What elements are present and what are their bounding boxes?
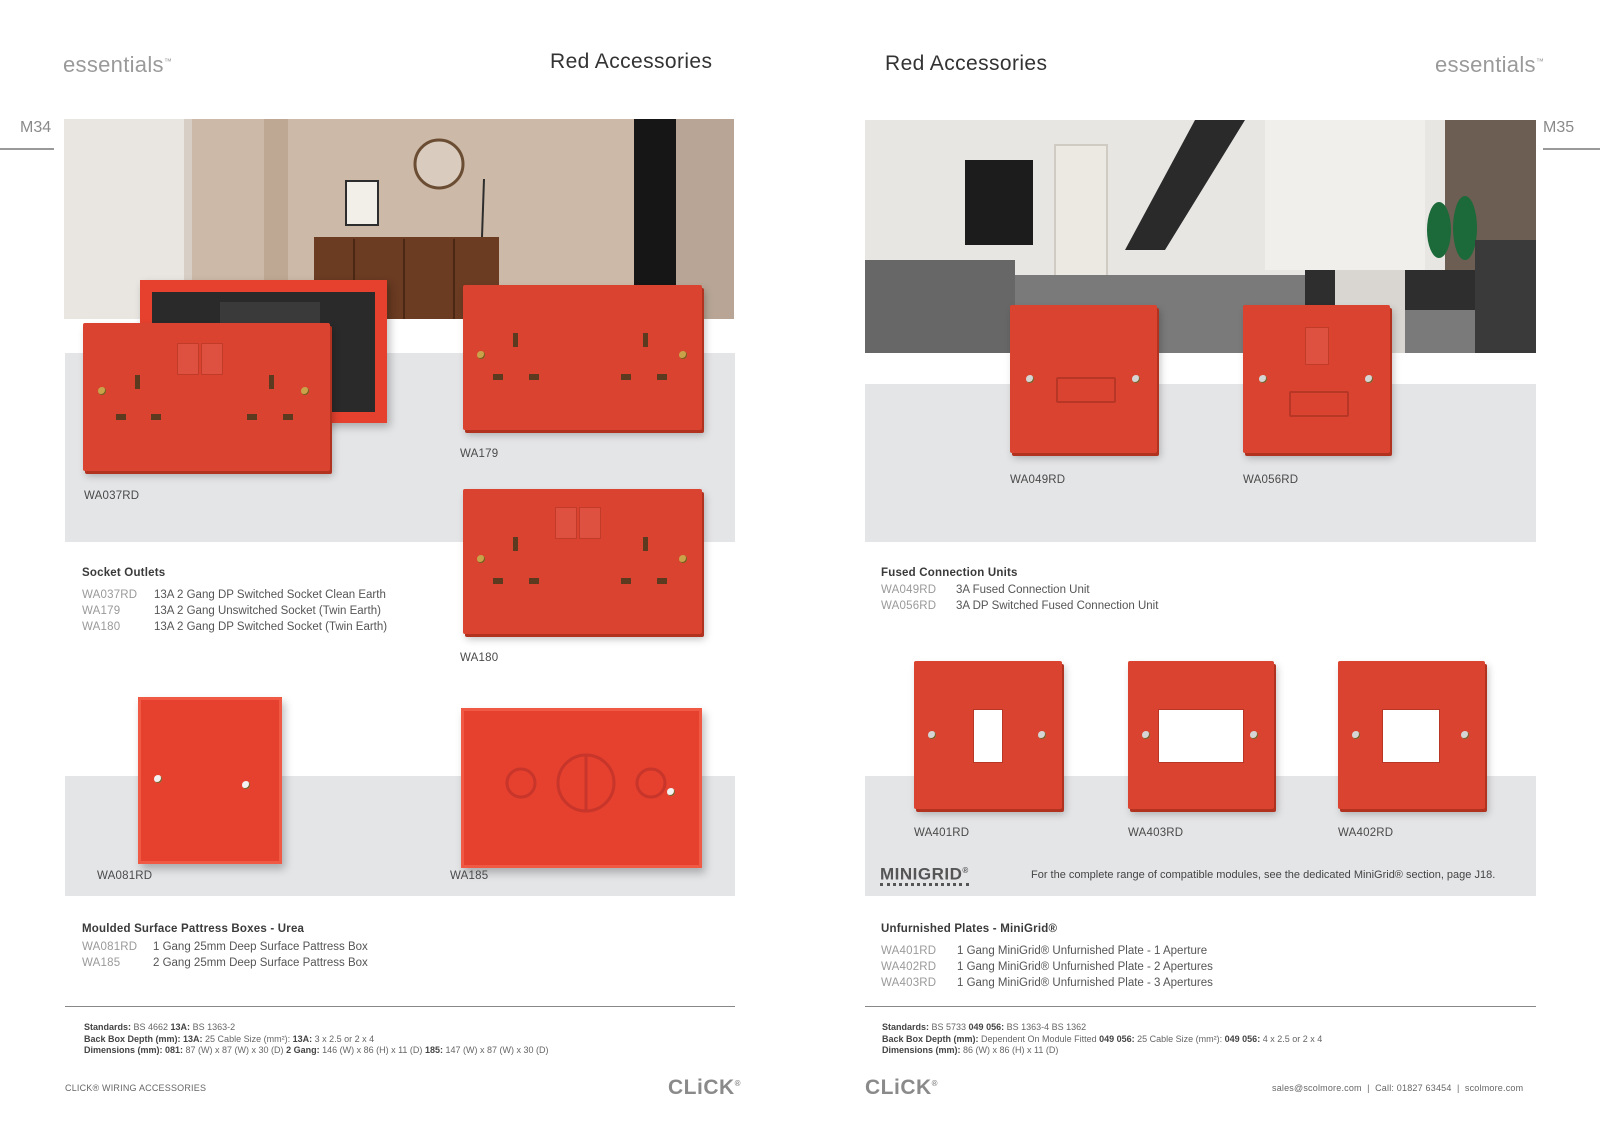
pattress-list [82, 939, 368, 971]
standards-block-left: Standards: BS 4662 13A: BS 1363-2 Back Box Depth (mm): 13A: 25 Cable Size (mm²): 13A: 3 x 2.5 or 2 x 4 Dimensions (mm): 081: 87 (W) x 87 (W) x 30 (D) 2 Gang: 146 (W) x 86 (H) x 11 (D) 185: 147 (W) x 87 (W) x 30 (D) [84, 1022, 549, 1055]
page-number-left: M34 [20, 119, 52, 136]
pattress-box-wa185-image [461, 708, 702, 868]
page-number-right: M35 [1543, 119, 1575, 136]
code-label-wa402rd: WA402RD [1338, 827, 1394, 839]
list-item: WA401RD 1 Gang MiniGrid® Unfurnished Plate - 1 Aperture [881, 945, 1208, 957]
unfurnished-heading: Unfurnished Plates - MiniGrid® [881, 923, 1058, 935]
code-label-wa401rd: WA401RD [914, 827, 970, 839]
code-label-wa049rd: WA049RD [1010, 474, 1066, 486]
unfurnished-list [881, 943, 1213, 991]
standards-divider-left [65, 1006, 735, 1007]
code-label-wa037rd: WA037RD [84, 490, 140, 502]
list-item: WA402RD 1 Gang MiniGrid® Unfurnished Plate - 2 Apertures [881, 961, 1213, 973]
minigrid-plate-wa401rd-image [914, 661, 1062, 809]
code-label-wa081rd: WA081RD [97, 870, 153, 882]
fused-heading: Fused Connection Units [881, 567, 1018, 579]
standards-block-right: Standards: BS 5733 049 056: BS 1363-4 BS 1362 Back Box Depth (mm): Dependent On Module Fitted 049 056: 25 Cable Size (mm²): 049 056: 4 x 2.5 or 2 x 4 Dimensions (mm): 86 (W) x 86 (H) x 11 (D) [882, 1022, 1323, 1055]
fused-unit-wa056rd-image [1243, 305, 1390, 453]
interior-photo [865, 120, 1536, 353]
pattress-heading: Moulded Surface Pattress Boxes - Urea [82, 923, 305, 935]
essentials-brand-left: essentials™ [63, 52, 173, 77]
page-number-rule-right [1543, 148, 1600, 150]
code-label-wa056rd: WA056RD [1243, 474, 1299, 486]
page-title-right: Red Accessories [885, 52, 1048, 75]
socket-wa037rd-image [83, 323, 330, 471]
click-logo-left: CLiCK® [668, 1076, 742, 1099]
code-label-wa179: WA179 [460, 448, 499, 460]
socket-wa180-image [463, 489, 702, 634]
page-number-rule-left [0, 148, 54, 150]
code-label-wa180: WA180 [460, 652, 499, 664]
minigrid-plate-wa403rd-image [1128, 661, 1274, 809]
socket-outlets-heading: Socket Outlets [82, 567, 166, 579]
minigrid-plate-wa402rd-image [1338, 661, 1485, 809]
standards-divider-right [865, 1006, 1536, 1007]
pattress-knockouts-illustration [461, 708, 702, 868]
list-item: WA403RD 1 Gang MiniGrid® Unfurnished Plate - 3 Apertures [881, 977, 1213, 989]
socket-wa179-image [463, 285, 702, 430]
contact-footer: sales@scolmore.com | Call: 01827 63454 | scolmore.com [1272, 1083, 1524, 1093]
list-item: WA180 13A 2 Gang DP Switched Socket (Twin Earth) [82, 621, 388, 633]
list-item: WA056RD 3A DP Switched Fused Connection Unit [881, 600, 1159, 612]
fused-list [881, 582, 1158, 614]
list-item: WA081RD 1 Gang 25mm Deep Surface Pattress Box [82, 941, 368, 953]
code-label-wa403rd: WA403RD [1128, 827, 1184, 839]
interior-illustration [865, 120, 1536, 353]
minigrid-logo: MINIGRID® [880, 862, 969, 886]
click-logo-right: CLiCK® [865, 1076, 939, 1099]
fused-unit-wa049rd-image [1010, 305, 1157, 453]
list-item: WA049RD 3A Fused Connection Unit [881, 584, 1090, 596]
essentials-brand-right: essentials™ [1435, 52, 1545, 77]
pattress-box-wa081rd-image [138, 697, 282, 864]
list-item: WA179 13A 2 Gang Unswitched Socket (Twin Earth) [82, 605, 381, 617]
footer-text-left: CLICK® WIRING ACCESSORIES [65, 1083, 207, 1093]
product-band-fused [865, 384, 1536, 542]
list-item: WA185 2 Gang 25mm Deep Surface Pattress Box [82, 957, 368, 969]
minigrid-note: For the complete range of compatible modules, see the dedicated MiniGrid® section, page J18. [1031, 869, 1496, 881]
code-label-wa185: WA185 [450, 870, 489, 882]
list-item: WA037RD 13A 2 Gang DP Switched Socket Clean Earth [82, 589, 386, 601]
socket-outlets-list [82, 587, 387, 635]
page-title-left: Red Accessories [550, 50, 713, 73]
